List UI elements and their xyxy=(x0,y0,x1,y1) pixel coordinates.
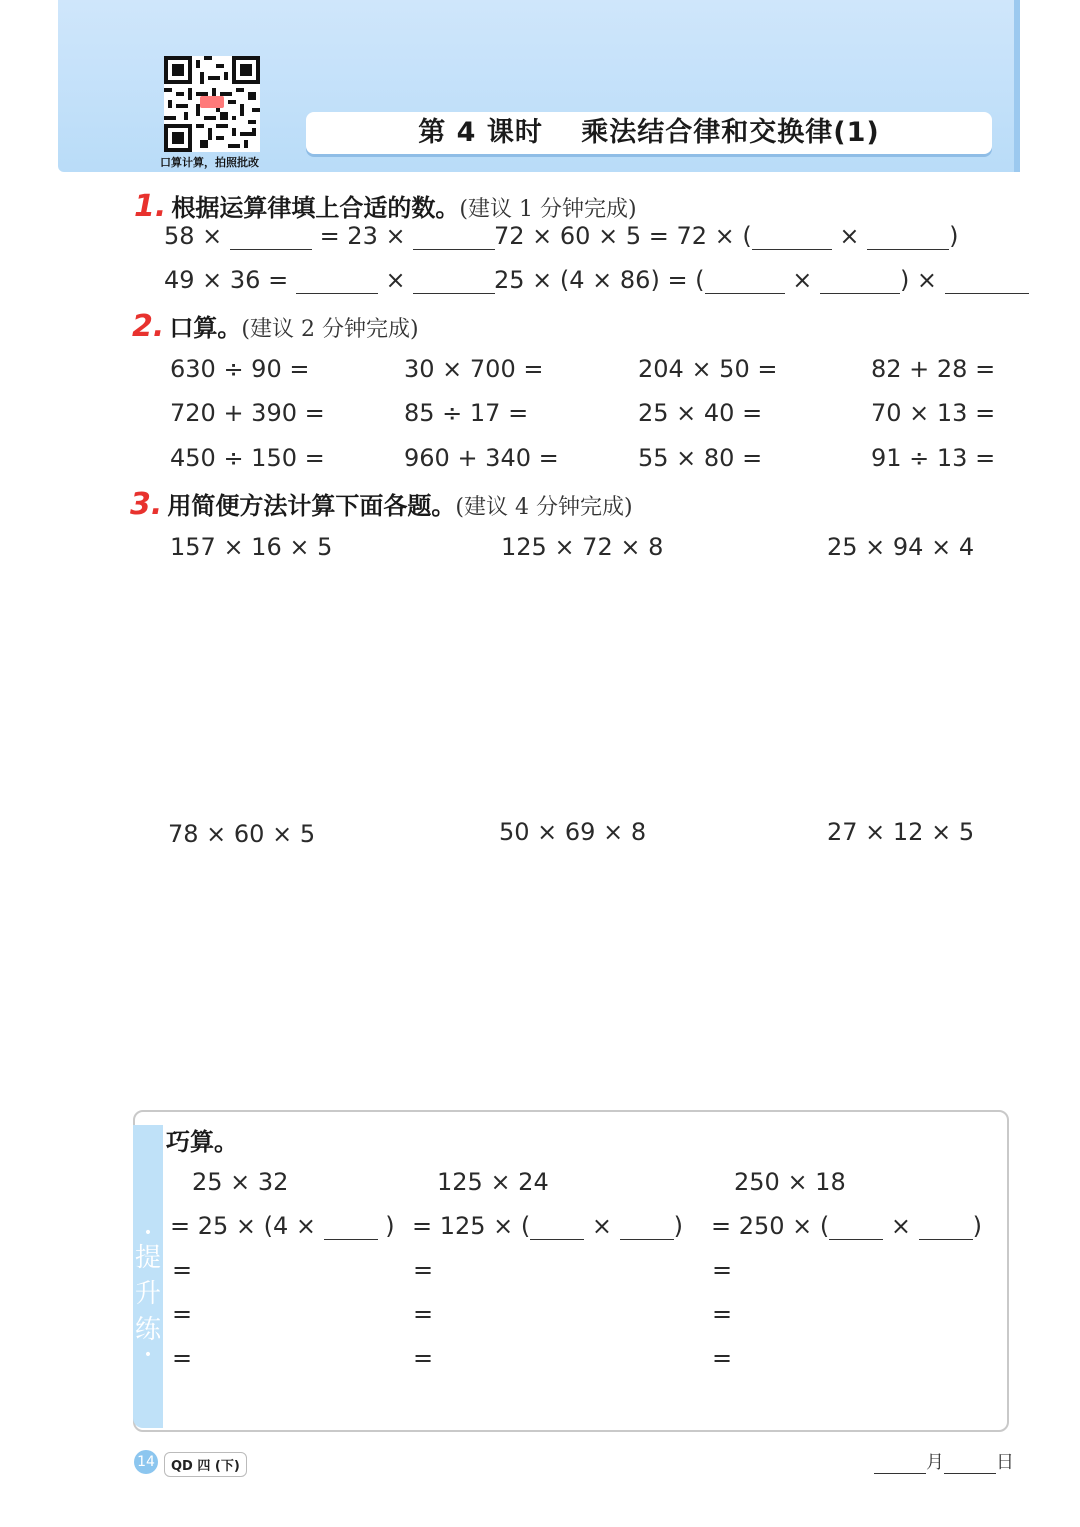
side-char: 升 xyxy=(134,1279,161,1309)
oral-item: 30 × 700 = xyxy=(404,355,544,383)
simplify-problem: 78 × 60 × 5 xyxy=(168,820,316,848)
side-char: 提 xyxy=(134,1243,161,1273)
oral-item: 85 ÷ 17 = xyxy=(404,399,529,427)
extra-step-2-text: = 125 × ( xyxy=(412,1212,531,1240)
simplify-problem: 25 × 94 × 4 xyxy=(827,533,975,561)
oral-item: 82 + 28 = xyxy=(871,355,996,383)
s1-line2-right xyxy=(494,266,1029,294)
extra-step-1-text: = 25 × (4 × xyxy=(170,1212,317,1240)
extra-expr-2: 125 × 24 xyxy=(437,1168,549,1196)
extra-step-1-close: ) xyxy=(385,1212,395,1240)
section-1-hint: (建议 1 分钟完成) xyxy=(459,197,637,222)
answer-blank[interactable] xyxy=(413,223,495,250)
simplify-problem: 125 × 72 × 8 xyxy=(501,533,664,561)
answer-blank[interactable] xyxy=(919,1213,973,1240)
qr-caption: 口算计算，拍照批改 xyxy=(160,156,259,169)
section-3-number: 3. xyxy=(130,487,163,522)
date-field xyxy=(874,1448,1014,1474)
month-blank[interactable] xyxy=(874,1453,926,1474)
section-2-title: 口算。 xyxy=(169,314,242,342)
extra-step-3-text: = 250 × ( xyxy=(711,1212,830,1240)
page-number: 14 xyxy=(134,1450,158,1474)
extra-step-3 xyxy=(711,1212,982,1240)
equals-line: = xyxy=(712,1344,733,1372)
qr-code xyxy=(164,56,260,152)
answer-blank[interactable] xyxy=(296,267,378,294)
edition-label: QD 四 (下) xyxy=(164,1452,247,1477)
day-label: 日 xyxy=(996,1452,1014,1473)
answer-blank[interactable] xyxy=(752,223,832,250)
s1-r2-close: ) × xyxy=(899,266,938,294)
section-2-heading xyxy=(132,308,419,344)
simplify-problem: 27 × 12 × 5 xyxy=(827,818,975,846)
s1-r2-a: 25 × (4 × 86) = ( xyxy=(494,266,705,294)
equals-line: = xyxy=(712,1300,733,1328)
simplify-problem: 50 × 69 × 8 xyxy=(499,818,647,846)
equals-line: = xyxy=(413,1300,434,1328)
extra-step-3-x: × xyxy=(890,1212,912,1240)
oral-item: 204 × 50 = xyxy=(638,355,778,383)
s1-l1-a: 58 × xyxy=(164,222,223,250)
equals-line: = xyxy=(172,1344,193,1372)
equals-line: = xyxy=(172,1300,193,1328)
answer-blank[interactable] xyxy=(530,1213,584,1240)
extra-step-2-close: ) xyxy=(673,1212,684,1240)
lesson-title-banner xyxy=(306,112,992,154)
extra-step-2 xyxy=(412,1212,683,1240)
month-label: 月 xyxy=(926,1452,944,1473)
oral-item: 91 ÷ 13 = xyxy=(871,444,996,472)
equals-line: = xyxy=(413,1344,434,1372)
section-1-title: 根据运算律填上合适的数。 xyxy=(171,194,460,222)
extra-step-1 xyxy=(170,1212,395,1240)
answer-blank[interactable] xyxy=(230,223,312,250)
s1-r1-close: ) xyxy=(949,222,959,250)
extra-expr-3: 250 × 18 xyxy=(734,1168,846,1196)
oral-item: 55 × 80 = xyxy=(638,444,763,472)
answer-blank[interactable] xyxy=(867,223,949,250)
section-3-title: 用简便方法计算下面各题。 xyxy=(167,492,456,520)
answer-blank[interactable] xyxy=(945,267,1029,294)
extra-title: 巧算。 xyxy=(166,1128,238,1156)
oral-item: 720 + 390 = xyxy=(170,399,325,427)
oral-item: 25 × 40 = xyxy=(638,399,763,427)
s1-r1-a: 72 × 60 × 5 = 72 × ( xyxy=(494,222,752,250)
s1-line2-left xyxy=(164,266,495,294)
simplify-problem: 157 × 16 × 5 xyxy=(170,533,333,561)
day-blank[interactable] xyxy=(944,1453,996,1474)
answer-blank[interactable] xyxy=(705,267,785,294)
answer-blank[interactable] xyxy=(829,1213,883,1240)
s1-line1-left xyxy=(164,222,495,250)
s1-l2-a: 49 × 36 = xyxy=(164,266,289,294)
section-1-number: 1. xyxy=(134,189,167,224)
s1-r1-x: × xyxy=(839,222,860,250)
section-2-hint: (建议 2 分钟完成) xyxy=(241,317,419,342)
section-3-hint: (建议 4 分钟完成) xyxy=(455,495,633,520)
oral-item: 960 + 340 = xyxy=(404,444,559,472)
s1-l2-x: × xyxy=(385,266,406,294)
extra-step-2-x: × xyxy=(591,1212,613,1240)
s1-line1-right xyxy=(494,222,958,250)
oral-item: 450 ÷ 150 = xyxy=(170,444,325,472)
equals-line: = xyxy=(712,1256,733,1284)
side-char: 练 xyxy=(134,1315,161,1345)
answer-blank[interactable] xyxy=(413,267,495,294)
answer-blank[interactable] xyxy=(324,1213,378,1240)
extra-practice-box xyxy=(133,1110,1009,1432)
oral-item: 70 × 13 = xyxy=(871,399,996,427)
equals-line: = xyxy=(172,1256,193,1284)
oral-item: 630 ÷ 90 = xyxy=(170,355,310,383)
equals-line: = xyxy=(413,1256,434,1284)
lesson-title: 第 4 课时 乘法结合律和交换律(1) xyxy=(418,117,880,148)
section-2-number: 2. xyxy=(132,309,165,344)
s1-l1-b: = 23 × xyxy=(319,222,406,250)
extra-practice-side-label: • 提 升 练 • xyxy=(134,1225,161,1363)
section-3-heading xyxy=(130,486,633,522)
answer-blank[interactable] xyxy=(620,1213,674,1240)
s1-r2-x: × xyxy=(792,266,813,294)
extra-step-3-close: ) xyxy=(972,1212,983,1240)
extra-expr-1: 25 × 32 xyxy=(192,1168,289,1196)
section-1-heading xyxy=(134,188,637,224)
answer-blank[interactable] xyxy=(820,267,900,294)
